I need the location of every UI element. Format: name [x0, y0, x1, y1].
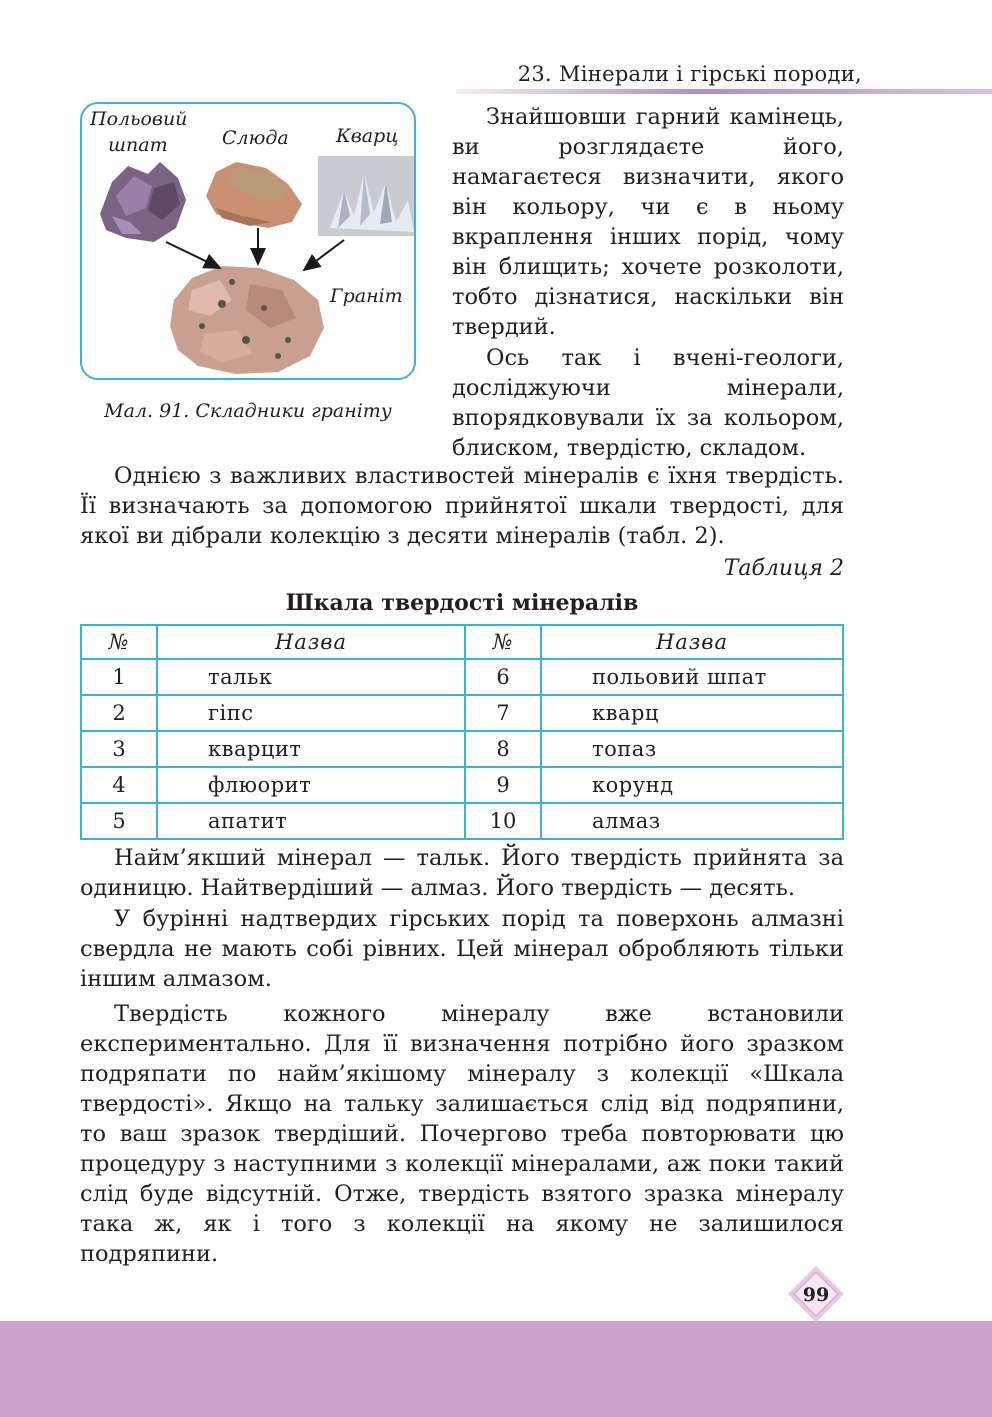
- table-row: [81, 659, 843, 695]
- label-granite: Граніт: [330, 285, 403, 307]
- cell-number: 7: [465, 695, 541, 731]
- quartz-image: [318, 156, 414, 236]
- table-label: Таблиця 2: [723, 556, 844, 581]
- cell-mineral: алмаз: [541, 803, 843, 839]
- cell-number: 5: [81, 803, 157, 839]
- figure-caption: Мал. 91. Складники граніту: [104, 400, 392, 422]
- col-header-number: №: [465, 625, 541, 659]
- label-feldspar-line2: шпат: [108, 134, 168, 156]
- arrow-feldspar: [166, 242, 220, 268]
- cell-number: 10: [465, 803, 541, 839]
- page-number-badge: [786, 1264, 846, 1324]
- paragraph-softest-hardest: Найм’якший мінерал — тальк. Його твердість прийнята за одиницю. Найтвердіший — алмаз. Його твердість — десять.: [80, 845, 844, 901]
- cell-number: 9: [465, 767, 541, 803]
- paragraph-geologists: Ось так і вчені-геологи, досліджуючи мінерали, впорядковували їх за кольором, блиском, твердістю, складом.: [452, 345, 844, 461]
- col-header-name: Назва: [541, 625, 843, 659]
- cell-mineral: апатит: [157, 803, 465, 839]
- cell-number: 1: [81, 659, 157, 695]
- cell-mineral: польовий шпат: [541, 659, 843, 695]
- label-feldspar-line1: Польовий: [90, 108, 188, 130]
- label-mica: Слюда: [222, 127, 289, 149]
- granite-image: [170, 266, 324, 374]
- cell-mineral: тальк: [157, 659, 465, 695]
- col-header-name: Назва: [157, 625, 465, 659]
- table-row: [81, 731, 843, 767]
- feldspar-image: [100, 162, 186, 242]
- table-title: Шкала твердості мінералів: [285, 590, 639, 616]
- paragraph-diamond-drills: У бурінні надтвердих гірських порід та поверхонь алмазні свердла не мають собі рівних. Цей мінерал обробляють тільки іншим алмазом.: [80, 906, 844, 992]
- table-header-row: [81, 625, 843, 659]
- header-rule: [456, 89, 992, 94]
- cell-mineral: кварц: [541, 695, 843, 731]
- table-row: [81, 803, 843, 839]
- hardness-scale-table: [80, 624, 844, 840]
- footer-band: [0, 1321, 992, 1417]
- cell-number: 2: [81, 695, 157, 731]
- running-header: 23. Мінерали і гірські породи,: [517, 62, 862, 86]
- cell-mineral: топаз: [541, 731, 843, 767]
- paragraph-intro: Знайшовши гарний камінець, ви розглядаєте його, намагаєтеся визначити, якого він кольору, чи є в ньому вкраплення інших порід, чому він блищить; хочете розколоти, тобто дізнатися, наскільки він твердий.: [452, 104, 844, 340]
- table-row: [81, 767, 843, 803]
- cell-mineral: флюорит: [157, 767, 465, 803]
- cell-mineral: гіпс: [157, 695, 465, 731]
- cell-number: 3: [81, 731, 157, 767]
- paragraph-experiment: Твердість кожного мінералу вже встановили експериментально. Для її визначення потрібно його зразком подряпати по найм’якішому мінералу з колекції «Шкала твердості». Якщо на тальку залишається слід від подряпини, то ваш зразок твердіший. Почергово треба повторювати цю процедуру з наступними з колекції мінералами, аж поки такий слід буде відсутній. Отже, твердість взятого зразка мінералу така ж, як і того з колекції на якому не залишилося подряпини.: [80, 1001, 844, 1267]
- cell-mineral: кварцит: [157, 731, 465, 767]
- cell-mineral: корунд: [541, 767, 843, 803]
- arrow-quartz: [304, 240, 344, 270]
- label-quartz: Кварц: [336, 125, 399, 147]
- col-header-number: №: [81, 625, 157, 659]
- paragraph-hardness: Однією з важливих властивостей мінералів є їхня твердість. Її визначають за допомогою прийнятої шкали твердості, для якої ви дібрали колекцію з десяти мінералів (табл. 2).: [80, 463, 844, 549]
- page-number: 99: [802, 1284, 830, 1306]
- cell-number: 8: [465, 731, 541, 767]
- granite-figure: [80, 102, 416, 380]
- table-row: [81, 695, 843, 731]
- cell-number: 6: [465, 659, 541, 695]
- mica-image: [206, 162, 302, 228]
- cell-number: 4: [81, 767, 157, 803]
